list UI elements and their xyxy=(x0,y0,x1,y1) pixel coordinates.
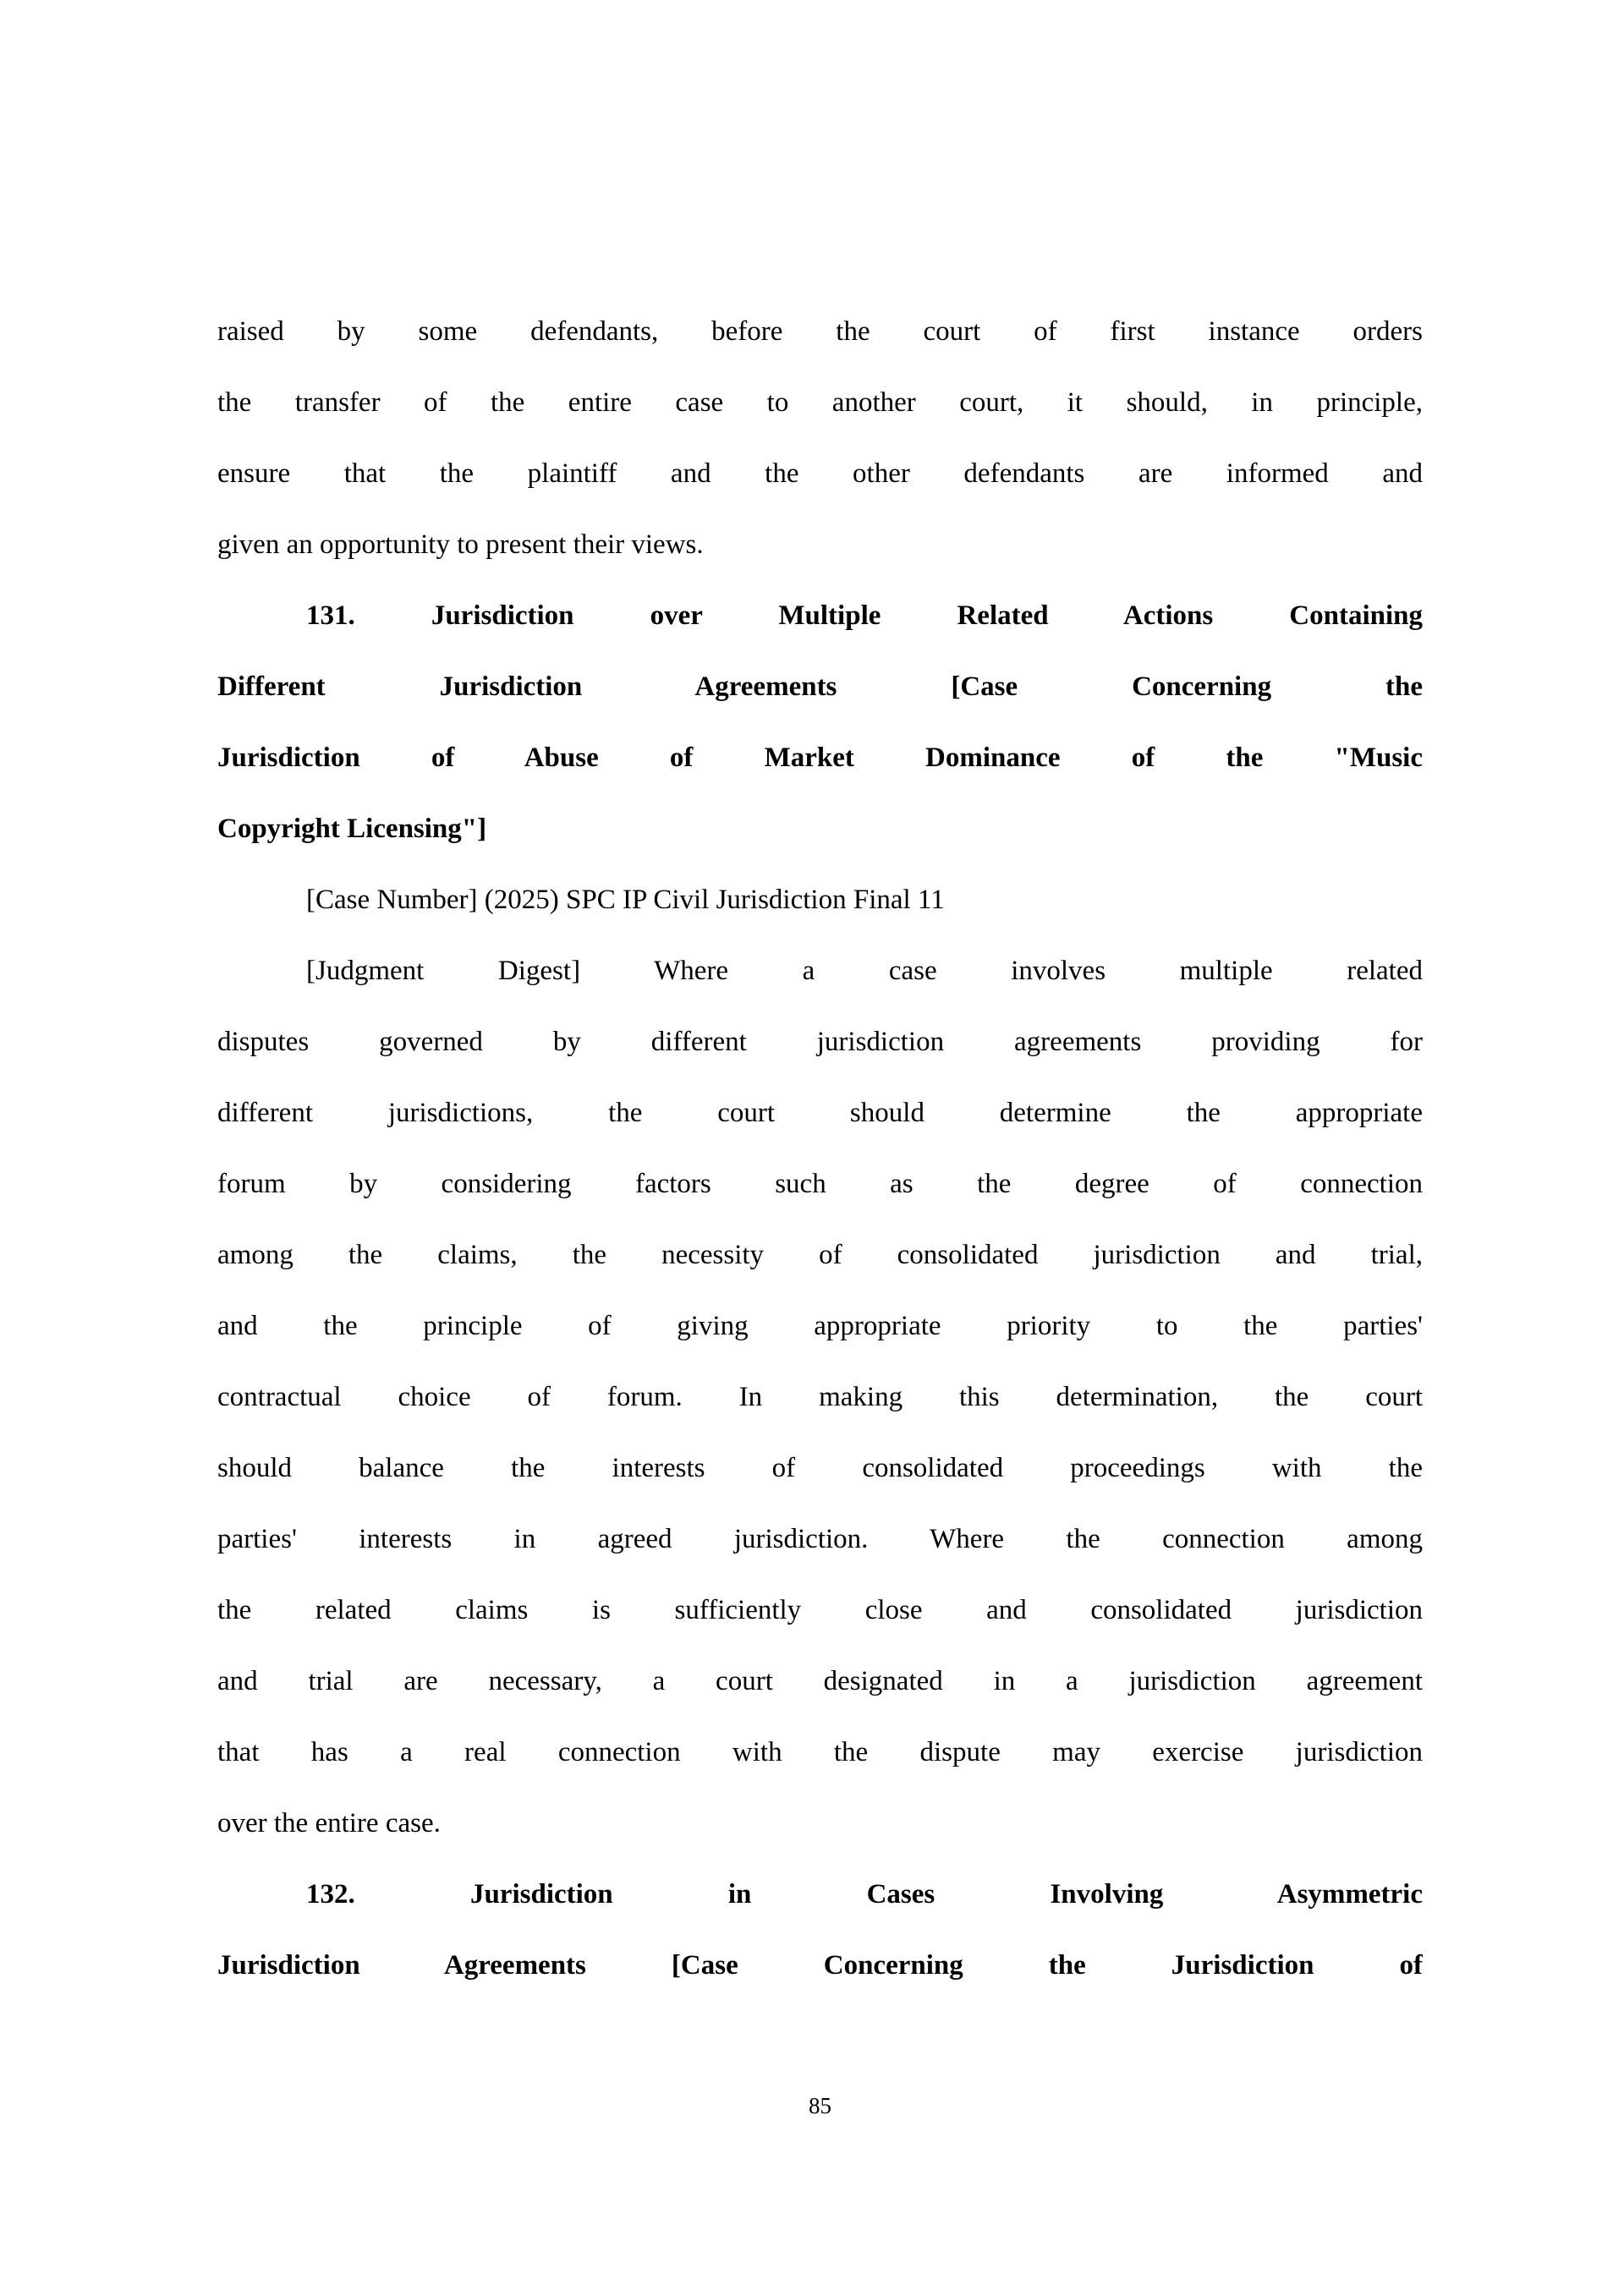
text-line: [Case Number] (2025) SPC IP Civil Jurisdiction Final 11 xyxy=(306,885,945,915)
body-paragraph xyxy=(217,935,1423,1859)
text-line: over the entire case. xyxy=(217,1808,441,1838)
body-paragraph xyxy=(217,864,1423,935)
text-line: contractual choice of forum. In making this determination, the court xyxy=(217,1382,1423,1412)
body-paragraph xyxy=(217,296,1423,580)
text-line: the transfer of the entire case to another court, it should, in principle, xyxy=(217,387,1423,418)
text-line: the related claims is sufficiently close and consolidated jurisdiction xyxy=(217,1595,1423,1625)
text-line: among the claims, the necessity of consolidated jurisdiction and trial, xyxy=(217,1240,1423,1270)
text-line: different jurisdictions, the court should determine the appropriate xyxy=(217,1098,1423,1128)
text-line: Jurisdiction of Abuse of Market Dominance of the "Music xyxy=(217,743,1423,773)
text-line: disputes governed by different jurisdiction agreements providing for xyxy=(217,1027,1423,1057)
text-line: and the principle of giving appropriate priority to the parties' xyxy=(217,1311,1423,1341)
text-line: forum by considering factors such as the degree of connection xyxy=(217,1169,1423,1199)
text-line: ensure that the plaintiff and the other defendants are informed and xyxy=(217,458,1423,489)
text-line: Different Jurisdiction Agreements [Case Concerning the xyxy=(217,671,1423,702)
page-number: 85 xyxy=(809,2093,831,2118)
text-line: should balance the interests of consolidated proceedings with the xyxy=(217,1453,1423,1483)
text-line: Jurisdiction Agreements [Case Concerning the Jurisdiction of xyxy=(217,1950,1423,1981)
text-line: Copyright Licensing"] xyxy=(217,814,487,844)
heading-paragraph xyxy=(217,1859,1423,2001)
text-line: given an opportunity to present their views. xyxy=(217,529,704,560)
document-body xyxy=(217,296,1423,2001)
text-line: raised by some defendants, before the court of first instance orders xyxy=(217,316,1423,347)
text-line: parties' interests in agreed jurisdiction. Where the connection among xyxy=(217,1524,1423,1554)
text-line: 131. Jurisdiction over Multiple Related Actions Containing xyxy=(306,600,1423,631)
text-line: and trial are necessary, a court designated in a jurisdiction agreement xyxy=(217,1666,1423,1696)
text-line: that has a real connection with the dispute may exercise jurisdiction xyxy=(217,1737,1423,1767)
text-line: 132. Jurisdiction in Cases Involving Asymmetric xyxy=(306,1879,1423,1910)
text-line: [Judgment Digest] Where a case involves multiple related xyxy=(306,956,1423,986)
heading-paragraph xyxy=(217,580,1423,864)
